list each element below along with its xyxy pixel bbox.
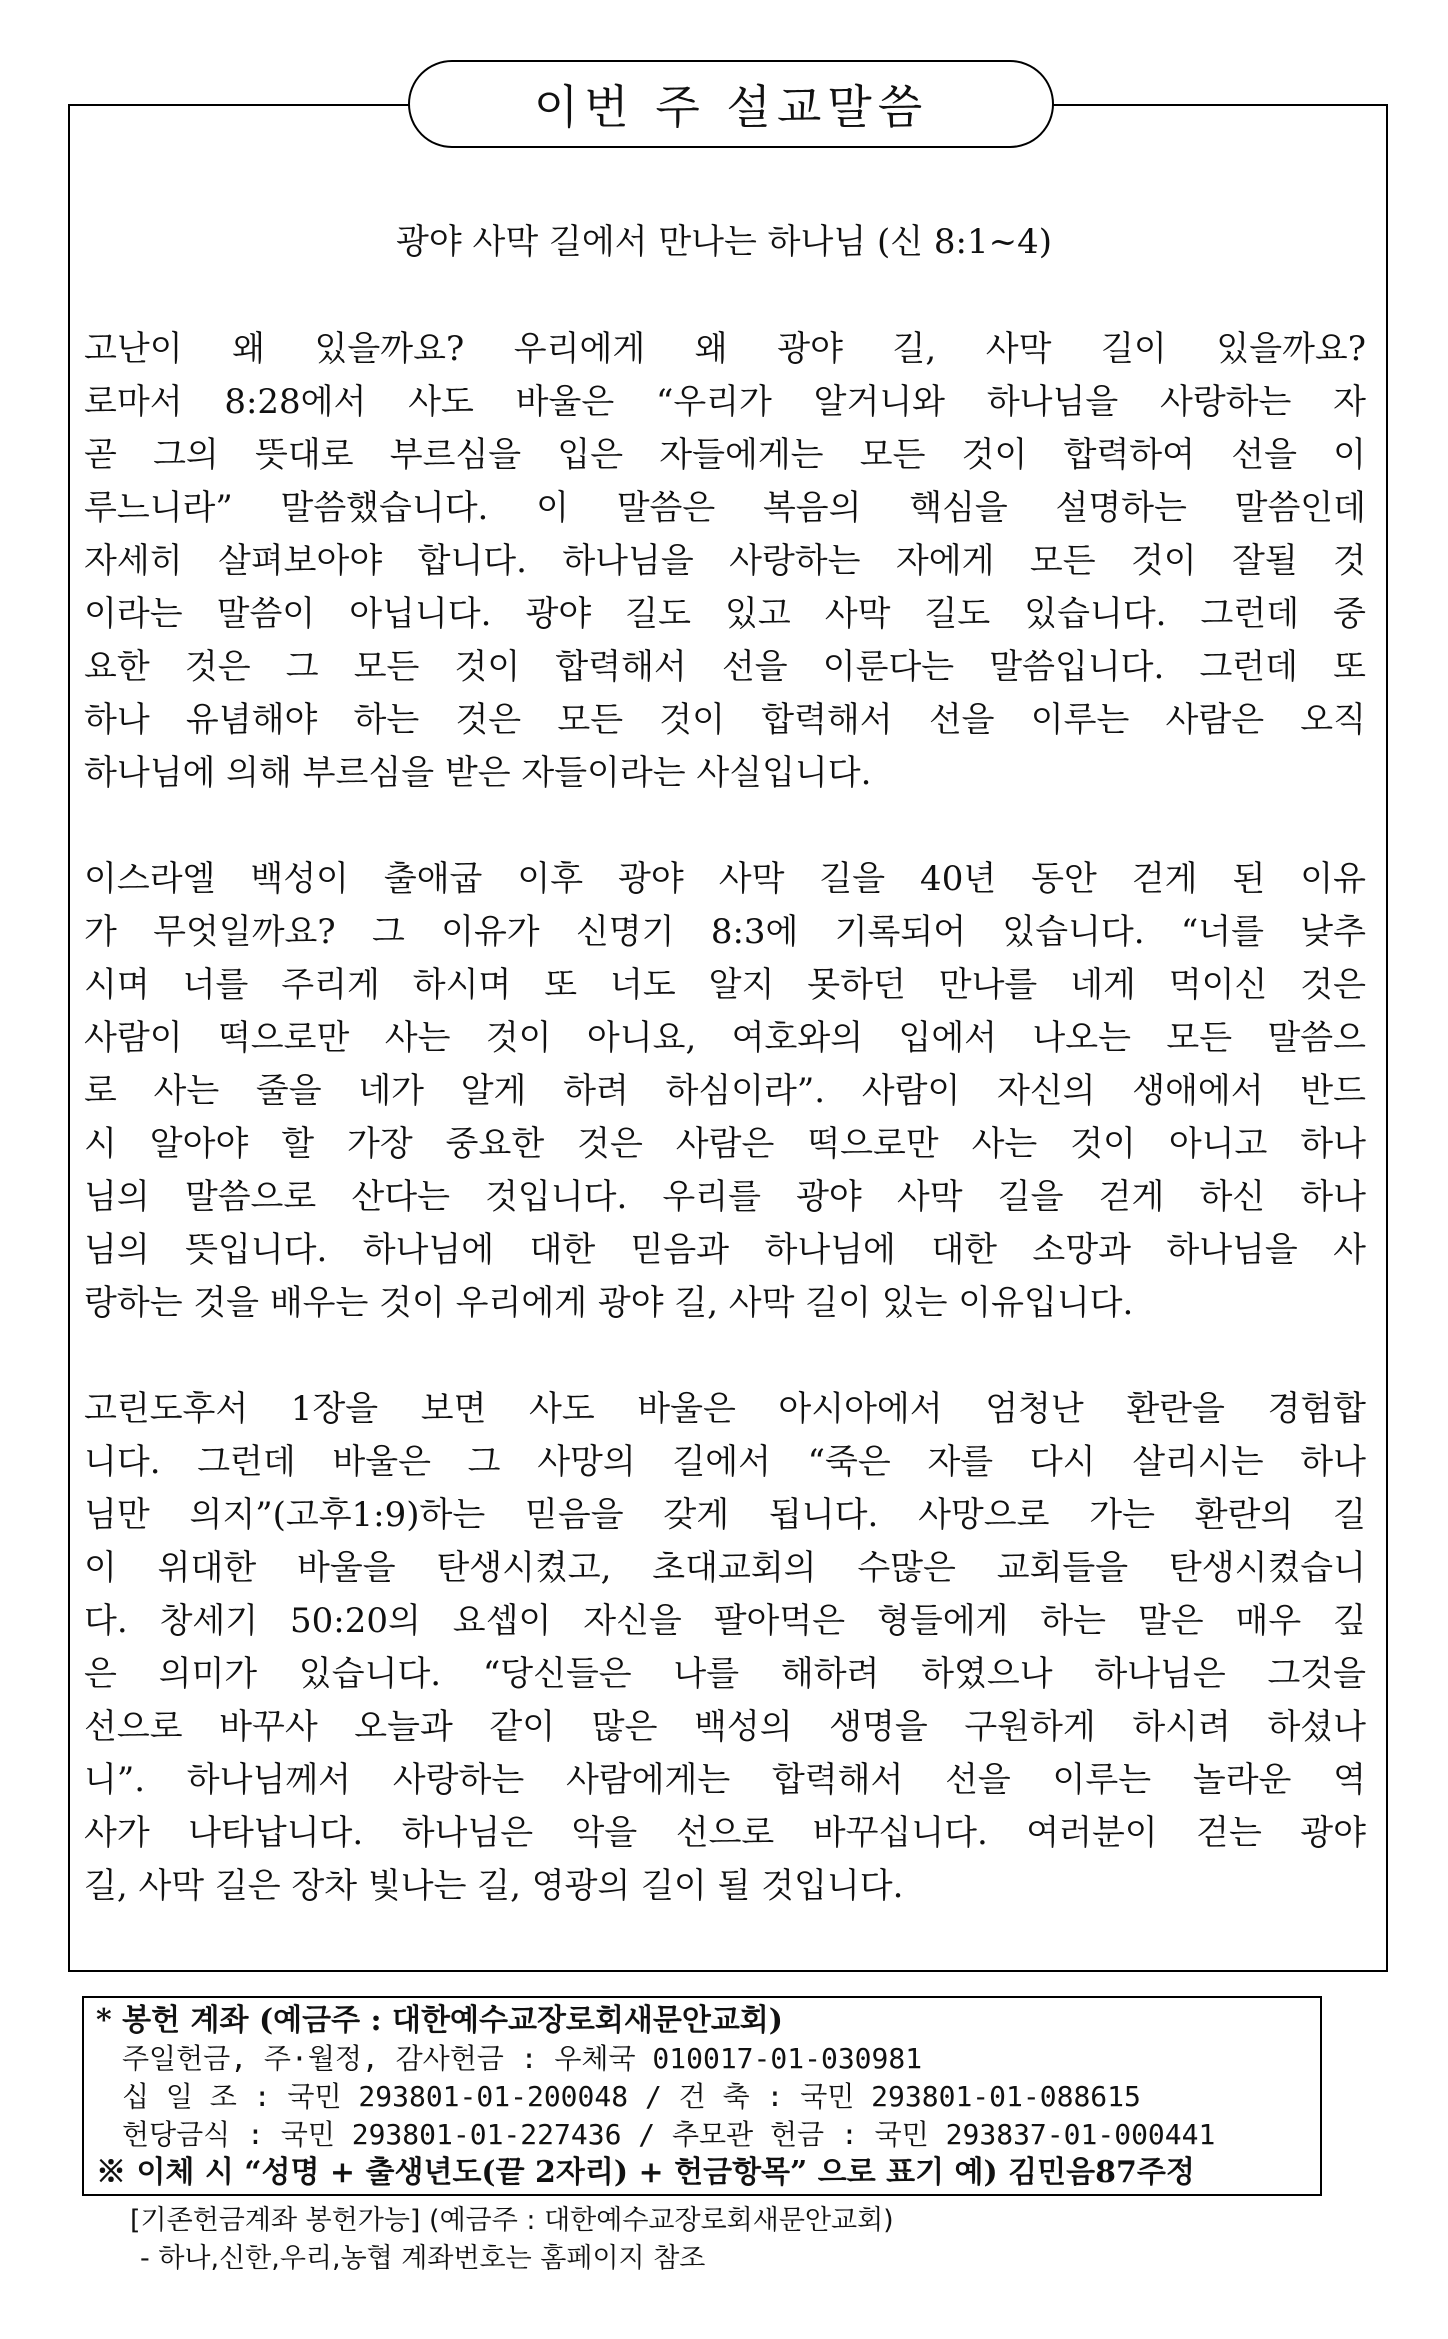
offering-heading: * 봉헌 계좌 (예금주 : 대한예수교장로회새문안교회): [96, 2003, 783, 2038]
text-line: 로마서 8:28에서 사도 바울은 “우리가 알거니와 하나님을 사랑하는 자: [84, 382, 1366, 422]
text-line: 가 무엇일까요? 그 이유가 신명기 8:3에 기록되어 있습니다. “너를 낮추: [84, 912, 1366, 952]
text-line: 고린도후서 1장을 보면 사도 바울은 아시아에서 엄청난 환란을 경험합: [84, 1389, 1366, 1429]
text-line: 자세히 살펴보아야 합니다. 하나님을 사랑하는 자에게 모든 것이 잘될 것: [84, 541, 1366, 581]
footer-notes: [130, 2202, 894, 2278]
footer-homepage-note: - 하나,신한,우리,농협 계좌번호는 홈페이지 참조: [140, 2243, 706, 2274]
text-line: 선으로 바꾸사 오늘과 같이 많은 백성의 생명을 구원하게 하시려 하셨나: [84, 1707, 1366, 1747]
text-line: 길, 사막 길은 장차 빛나는 길, 영광의 길이 될 것입니다.: [84, 1866, 904, 1906]
text-line: 요한 것은 그 모든 것이 합력해서 선을 이룬다는 말씀입니다. 그런데 또: [84, 647, 1366, 687]
footer-existing-accounts: [기존헌금계좌 봉헌가능] (예금주 : 대한예수교장로회새문안교회): [130, 2205, 894, 2236]
text-line: 곧 그의 뜻대로 부르심을 입은 자들에게는 모든 것이 합력하여 선을 이: [84, 435, 1366, 475]
sermon-paragraph-2: [84, 853, 1366, 1330]
text-line: 시며 너를 주리게 하시며 또 너도 알지 못하던 만나를 네게 먹이신 것은: [84, 965, 1366, 1005]
text-line: 루느니라” 말씀했습니다. 이 말씀은 복음의 핵심을 설명하는 말씀인데: [84, 488, 1366, 528]
section-title-tab: [408, 60, 1054, 148]
text-line: 하나님에 의해 부르심을 받은 자들이라는 사실입니다.: [84, 753, 872, 793]
text-line: 이라는 말씀이 아닙니다. 광야 길도 있고 사막 길도 있습니다. 그런데 중: [84, 594, 1366, 634]
offering-line: 십 일 조 : 국민 293801-01-200048 / 건 축 : 국민 293801-01-088615: [122, 2080, 1141, 2113]
text-line: 고난이 왜 있을까요? 우리에게 왜 광야 길, 사막 길이 있을까요?: [84, 329, 1366, 369]
text-line: 시 알아야 할 가장 중요한 것은 사람은 떡으로만 사는 것이 아니고 하나: [84, 1124, 1366, 1164]
text-line: 사람이 떡으로만 사는 것이 아니요, 여호와의 입에서 나오는 모든 말씀으: [84, 1018, 1366, 1058]
sermon-paragraph-3: [84, 1383, 1366, 1913]
text-line: 로 사는 줄을 네가 알게 하려 하심이라”. 사람이 자신의 생애에서 반드: [84, 1071, 1366, 1111]
text-line: 다. 창세기 50:20의 요셉이 자신을 팔아먹은 형들에게 하는 말은 매우 깊: [84, 1601, 1366, 1641]
transfer-note: ※ 이체 시 “성명 + 출생년도(끝 2자리) + 헌금항목” 으로 표기 예) 김민음87주정: [96, 2155, 1195, 2190]
text-line: 님의 말씀으로 산다는 것입니다. 우리를 광야 사막 길을 걷게 하신 하나: [84, 1177, 1366, 1217]
text-line: 니”. 하나님께서 사랑하는 사람에게는 합력해서 선을 이루는 놀라운 역: [84, 1760, 1366, 1800]
text-line: 사가 나타납니다. 하나님은 악을 선으로 바꾸십니다. 여러분이 걷는 광야: [84, 1813, 1366, 1853]
sermon-title: 광야 사막 길에서 만나는 하나님 (신 8:1~4): [395, 222, 1053, 262]
text-line: 하나 유념해야 하는 것은 모든 것이 합력해서 선을 이루는 사람은 오직: [84, 700, 1366, 740]
text-line: 이 위대한 바울을 탄생시켰고, 초대교회의 수많은 교회들을 탄생시켰습니: [84, 1548, 1366, 1588]
text-line: 니다. 그런데 바울은 그 사망의 길에서 “죽은 자를 다시 살리시는 하나: [84, 1442, 1366, 1482]
sermon-paragraph-1: [84, 323, 1366, 800]
text-line: 은 의미가 있습니다. “당신들은 나를 해하려 하였으나 하나님은 그것을: [84, 1654, 1366, 1694]
offering-accounts-box: [82, 1996, 1322, 2196]
offering-line: 주일헌금, 주·월정, 감사헌금 : 우체국 010017-01-030981: [122, 2042, 923, 2075]
text-line: 님만 의지”(고후1:9)하는 믿음을 갖게 됩니다. 사망으로 가는 환란의 길: [84, 1495, 1366, 1535]
offering-line: 헌당금식 : 국민 293801-01-227436 / 추모관 헌금 : 국민 293837-01-000441: [122, 2118, 1216, 2151]
text-line: 님의 뜻입니다. 하나님에 대한 믿음과 하나님에 대한 소망과 하나님을 사: [84, 1230, 1366, 1270]
text-line: 랑하는 것을 배우는 것이 우리에게 광야 길, 사막 길이 있는 이유입니다.: [84, 1283, 1134, 1323]
section-title: 이번 주 설교말씀: [533, 80, 929, 134]
text-line: 이스라엘 백성이 출애굽 이후 광야 사막 길을 40년 동안 걷게 된 이유: [84, 859, 1366, 899]
